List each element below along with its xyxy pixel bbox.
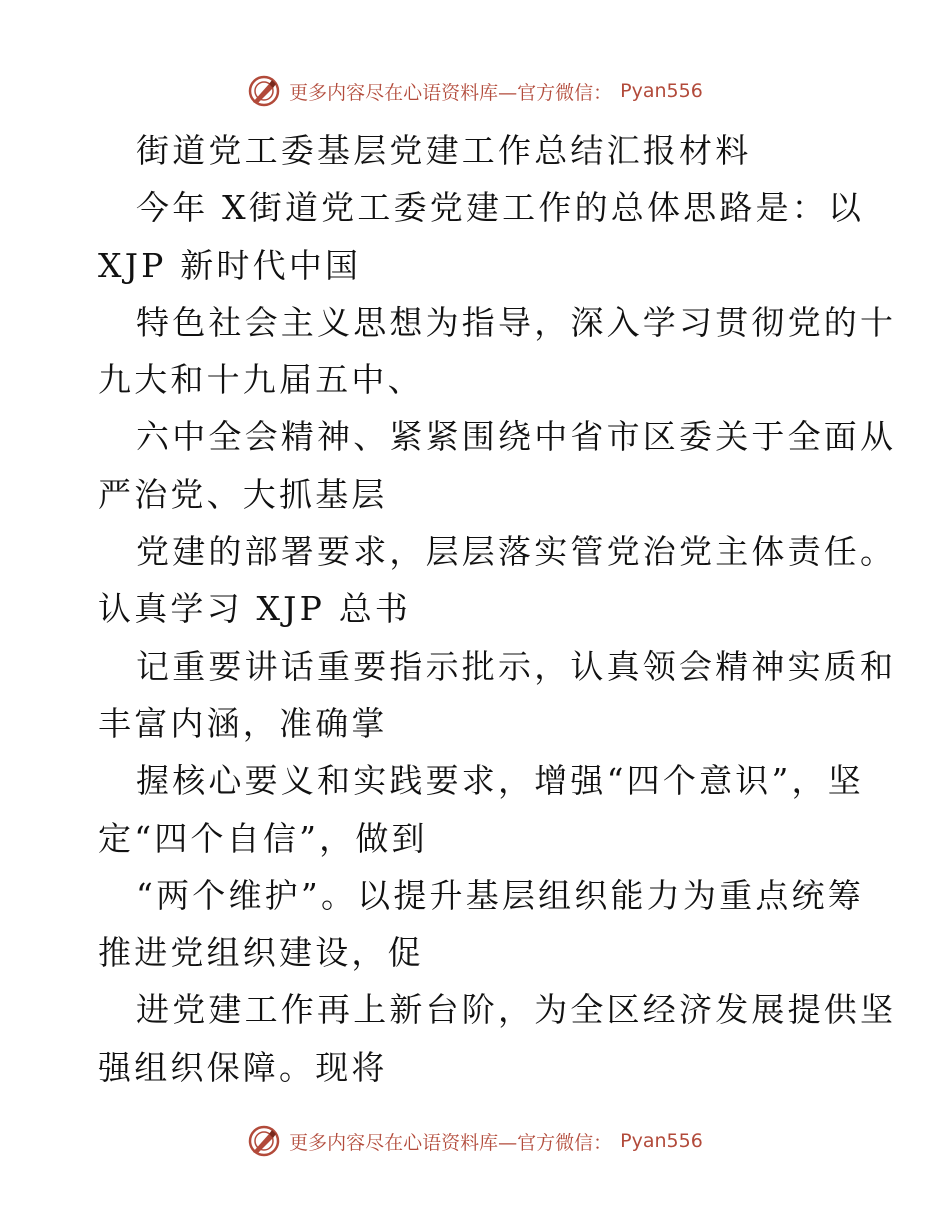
document-line: 推进党组织建设，促: [98, 933, 424, 973]
document-line: 进党建工作再上新台阶，为全区经济发展提供坚: [136, 990, 897, 1030]
watermark-handle: Pyan556: [620, 80, 703, 102]
document-line: XJP 新时代中国: [98, 245, 362, 285]
document-line: 认真学习 XJP 总书: [98, 589, 412, 629]
document-line: 严治党、大抓基层: [98, 474, 388, 514]
document-line: “两个维护”。以提升基层组织能力为重点统筹: [136, 875, 864, 915]
document-line: 六中全会精神、紧紧围绕中省市区委关于全面从: [136, 417, 897, 457]
document-line: 特色社会主义思想为指导，深入学习贯彻党的十: [136, 302, 897, 342]
document-body: [98, 122, 897, 1096]
document-line: 街道党工委基层党建工作总结汇报材料: [136, 131, 752, 170]
watermark-handle: Pyan556: [620, 1130, 703, 1152]
document-line: 九大和十九届五中、: [98, 360, 424, 400]
document-line: 今年 X街道党工委党建工作的总体思路是：以: [136, 188, 865, 228]
document-line: 记重要讲话重要指示批示，认真领会精神实质和: [136, 646, 897, 686]
pen-logo-icon: [247, 1124, 281, 1158]
pen-logo-icon: [247, 74, 281, 108]
watermark-text: 更多内容尽在心语资料库—官方微信：: [289, 81, 613, 104]
document-line: 强组织保障。现将: [98, 1047, 388, 1087]
document-line: 握核心要义和实践要求，增强“四个意识”，坚: [136, 761, 864, 801]
document-line: 丰富内涵，准确掌: [98, 703, 388, 743]
header-watermark: [0, 74, 950, 108]
document-line: 定“四个自信”，做到: [98, 818, 428, 858]
footer-watermark: [0, 1124, 950, 1158]
watermark-text: 更多内容尽在心语资料库—官方微信：: [289, 1131, 613, 1154]
document-line: 党建的部署要求，层层落实管党治党主体责任。: [136, 532, 897, 572]
